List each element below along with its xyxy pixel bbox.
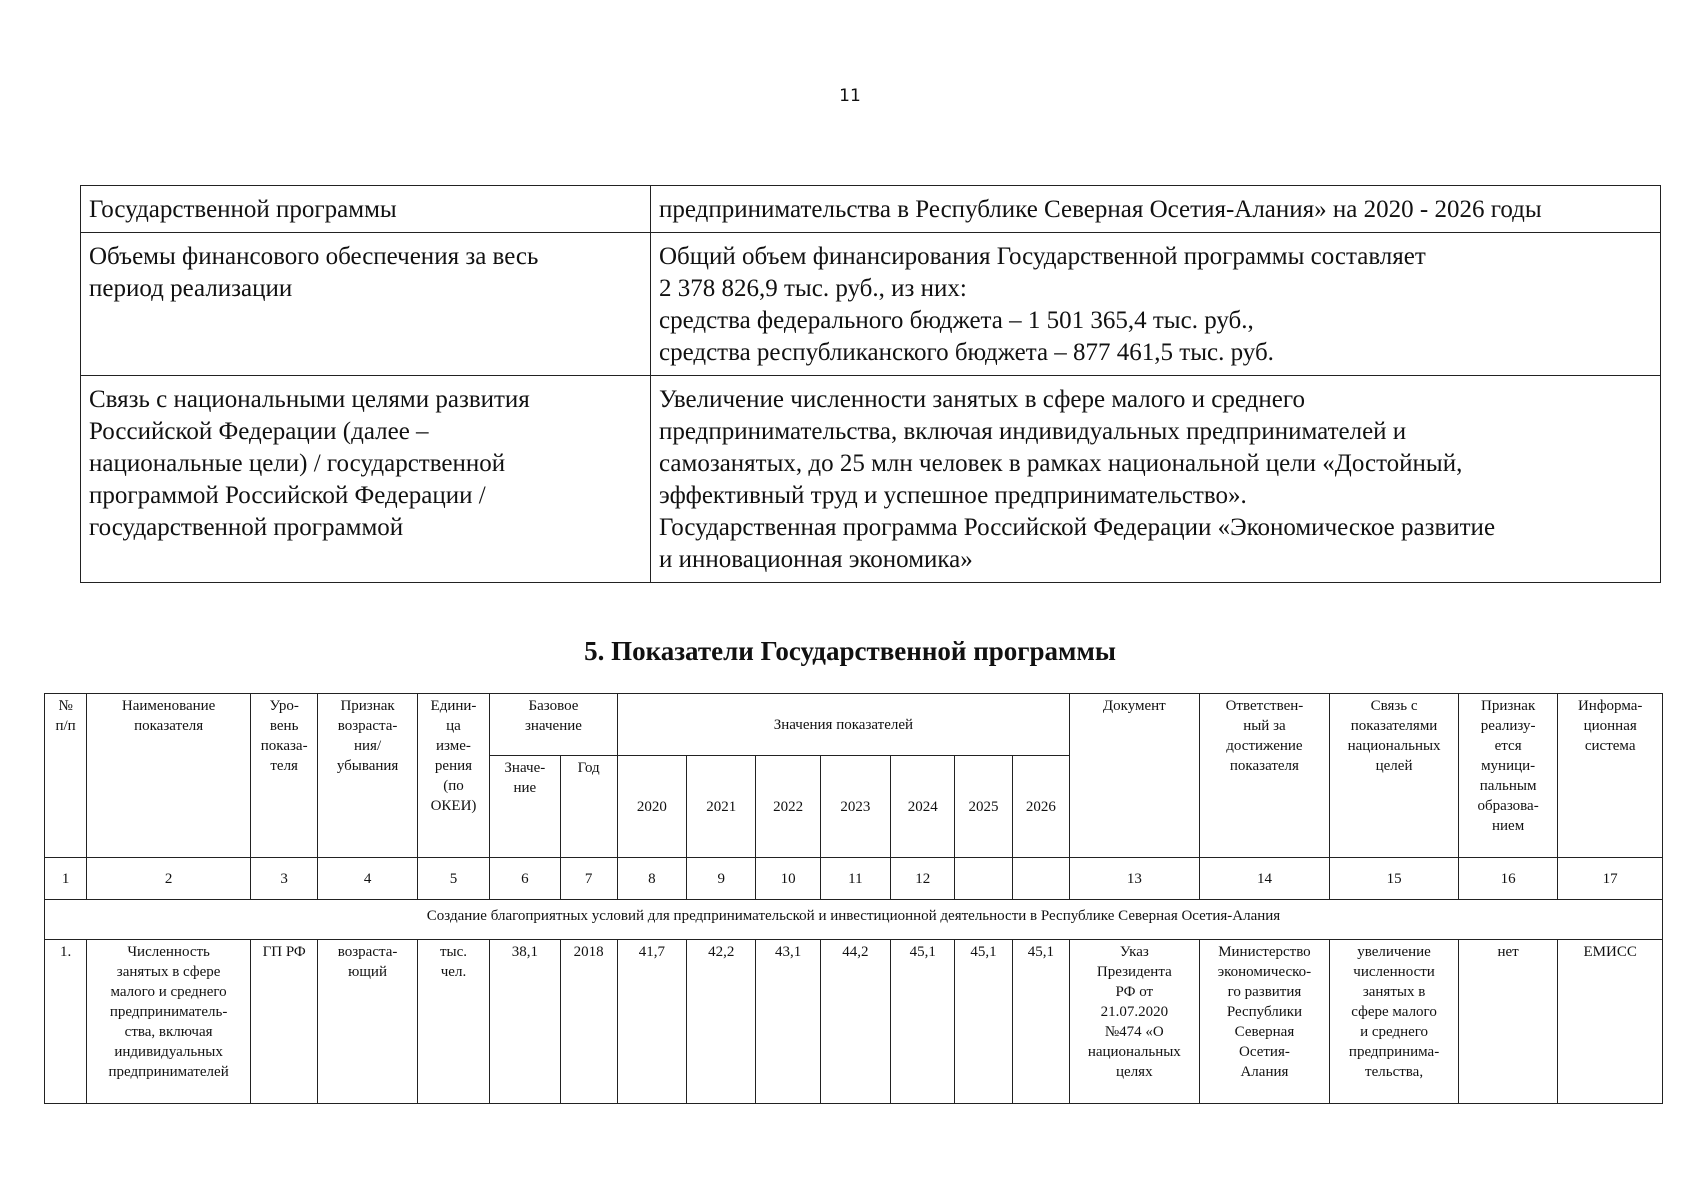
header-text: ния/ xyxy=(354,738,382,754)
cell-text: ющий xyxy=(348,964,387,980)
col-number: 16 xyxy=(1458,858,1557,900)
col-number: 7 xyxy=(560,858,617,900)
header-year: 2022 xyxy=(756,756,820,858)
header-text: Связь с xyxy=(1370,698,1418,714)
header-text: (по xyxy=(443,778,464,794)
header-year: 2024 xyxy=(891,756,955,858)
cell-text: РФ от xyxy=(1115,984,1154,1000)
passport-value xyxy=(651,233,1661,376)
header-year: 2025 xyxy=(955,756,1012,858)
row-value: 41,7 xyxy=(617,940,686,1104)
row-unit xyxy=(417,940,489,1104)
header-text: целей xyxy=(1375,758,1413,774)
row-base-year: 2018 xyxy=(560,940,617,1104)
header-trend xyxy=(318,694,417,858)
header-base-value xyxy=(490,756,560,858)
row-info: ЕМИСС xyxy=(1558,940,1663,1104)
text-line: государственной программой xyxy=(89,514,404,541)
cell-text: увеличение xyxy=(1357,944,1431,960)
header-text: ние xyxy=(513,780,537,796)
row-level: ГП РФ xyxy=(251,940,318,1104)
col-number: 4 xyxy=(318,858,417,900)
cell-text: экономическо- xyxy=(1217,964,1312,980)
header-text: показателя xyxy=(1229,758,1299,774)
col-number: 17 xyxy=(1558,858,1663,900)
table-row xyxy=(45,940,1663,1104)
header-text: Ответствен- xyxy=(1225,698,1304,714)
text-line: 2 378 826,9 тыс. руб., из них: xyxy=(659,275,967,302)
header-text: ный за xyxy=(1243,718,1286,734)
header-text: показателя xyxy=(134,718,204,734)
group-row xyxy=(45,900,1663,940)
col-number: 6 xyxy=(490,858,560,900)
text-line: Российской Федерации (далее – xyxy=(89,418,429,445)
row-municipal: нет xyxy=(1458,940,1557,1104)
col-number: 1 xyxy=(45,858,87,900)
column-numbers-row xyxy=(45,858,1663,900)
header-text: достижение xyxy=(1226,738,1303,754)
passport-value xyxy=(651,376,1661,583)
row-value: 45,1 xyxy=(955,940,1012,1104)
header-text: национальных xyxy=(1347,738,1441,754)
text-line: программой Российской Федерации / xyxy=(89,482,486,509)
text-line: эффективный труд и успешное предпринимательство». xyxy=(659,482,1247,509)
header-text: Едини- xyxy=(430,698,477,714)
header-text: Признак xyxy=(1480,698,1536,714)
text-line: Государственная программа Российской Федерации «Экономическое развитие xyxy=(659,514,1496,541)
text-line: Государственной программы xyxy=(89,196,397,223)
col-number: 9 xyxy=(687,858,756,900)
text-line: Общий объем финансирования Государственной программы составляет xyxy=(659,243,1426,270)
header-text: система xyxy=(1584,738,1636,754)
cell-text: чел. xyxy=(440,964,467,980)
cell-text: №474 «О xyxy=(1104,1024,1164,1040)
header-text: показателями xyxy=(1350,718,1438,734)
col-number xyxy=(1012,858,1069,900)
passport-row xyxy=(81,233,1661,376)
header-text: Значе- xyxy=(504,760,546,776)
cell-text: индивидуальных xyxy=(114,1044,223,1060)
row-document xyxy=(1070,940,1200,1104)
section-title: 5. Показатели Государственной программы xyxy=(584,636,1116,666)
header-text: муници- xyxy=(1481,758,1536,774)
passport-row xyxy=(81,376,1661,583)
text-line: средства республиканского бюджета – 877 461,5 тыс. руб. xyxy=(659,339,1274,366)
cell-text: численности xyxy=(1353,964,1435,980)
row-responsible xyxy=(1199,940,1330,1104)
header-text: рения xyxy=(434,758,473,774)
cell-text: ства, включая xyxy=(124,1024,213,1040)
header-text: № xyxy=(58,698,73,714)
header-base xyxy=(490,694,618,756)
header-text: ется xyxy=(1494,738,1522,754)
header-link xyxy=(1330,694,1459,858)
header-text: реализу- xyxy=(1480,718,1536,734)
cell-text: национальных xyxy=(1087,1044,1181,1060)
header-values: Значения показателей xyxy=(617,694,1069,756)
col-number: 14 xyxy=(1199,858,1330,900)
passport-table xyxy=(80,185,1661,583)
header-text: ца xyxy=(446,718,461,734)
text-line: Объемы финансового обеспечения за весь xyxy=(89,243,539,270)
header-year: 2021 xyxy=(687,756,756,858)
cell-text: 21.07.2020 xyxy=(1100,1004,1169,1020)
header-text: значение xyxy=(524,718,582,734)
col-number: 5 xyxy=(417,858,489,900)
header-name xyxy=(87,694,251,858)
cell-text: и среднего xyxy=(1360,1024,1429,1040)
cell-text: предпринима- xyxy=(1348,1044,1440,1060)
header-level xyxy=(251,694,318,858)
cell-text: возраста- xyxy=(337,944,398,960)
text-line: Увеличение численности занятых в сфере малого и среднего xyxy=(659,386,1305,413)
header-text: Наименование xyxy=(121,698,216,714)
cell-text: Северная xyxy=(1234,1024,1295,1040)
header-text: возраста- xyxy=(337,718,398,734)
header-num xyxy=(45,694,87,858)
text-line: период реализации xyxy=(89,275,293,302)
cell-text: Республики xyxy=(1226,1004,1303,1020)
col-number: 10 xyxy=(756,858,820,900)
col-number: 2 xyxy=(87,858,251,900)
row-link xyxy=(1330,940,1459,1104)
header-unit xyxy=(417,694,489,858)
header-text: Базовое xyxy=(528,698,579,714)
cell-text: Министерство xyxy=(1218,944,1311,960)
col-number: 13 xyxy=(1070,858,1200,900)
header-text: Уро- xyxy=(269,698,299,714)
text-line: предпринимательства в Республике Северная Осетия-Алания» на 2020 - 2026 годы xyxy=(659,196,1542,223)
text-line: Связь с национальными целями развития xyxy=(89,386,530,413)
cell-text: го развития xyxy=(1227,984,1302,1000)
header-text: теля xyxy=(270,758,298,774)
col-number: 15 xyxy=(1330,858,1459,900)
cell-text: Алания xyxy=(1240,1064,1289,1080)
row-name xyxy=(87,940,251,1104)
header-document: Документ xyxy=(1070,694,1200,858)
cell-text: малого и среднего xyxy=(110,984,227,1000)
passport-label xyxy=(81,233,651,376)
cell-text: тельства, xyxy=(1365,1064,1424,1080)
header-row xyxy=(45,694,1663,756)
header-text: убывания xyxy=(336,758,399,774)
header-municipal xyxy=(1458,694,1557,858)
col-number: 3 xyxy=(251,858,318,900)
row-base-value: 38,1 xyxy=(490,940,560,1104)
indicators-table xyxy=(44,693,1663,1104)
row-num: 1. xyxy=(45,940,87,1104)
text-line: национальные цели) / государственной xyxy=(89,450,506,477)
cell-text: предприниматель- xyxy=(109,1004,228,1020)
page-number: 11 xyxy=(839,86,861,106)
header-base-year: Год xyxy=(560,756,617,858)
header-text: показа- xyxy=(260,738,308,754)
header-text: образова- xyxy=(1477,798,1539,814)
header-info xyxy=(1558,694,1663,858)
cell-text: Численность xyxy=(127,944,210,960)
cell-text: Президента xyxy=(1096,964,1172,980)
row-value: 44,2 xyxy=(820,940,890,1104)
passport-row xyxy=(81,186,1661,233)
header-text: п/п xyxy=(55,718,76,734)
row-value: 45,1 xyxy=(891,940,955,1104)
row-value: 45,1 xyxy=(1012,940,1069,1104)
col-number: 8 xyxy=(617,858,686,900)
cell-text: Осетия- xyxy=(1239,1044,1290,1060)
passport-label xyxy=(81,186,651,233)
text-line: и инновационная экономика» xyxy=(659,546,973,573)
header-year: 2020 xyxy=(617,756,686,858)
cell-text: занятых в xyxy=(1362,984,1426,1000)
header-text: Информа- xyxy=(1577,698,1643,714)
header-year: 2026 xyxy=(1012,756,1069,858)
row-value: 42,2 xyxy=(687,940,756,1104)
header-year: 2023 xyxy=(820,756,890,858)
text-line: предпринимательства, включая индивидуальных предпринимателей и xyxy=(659,418,1407,445)
row-value: 43,1 xyxy=(756,940,820,1104)
header-text: ционная xyxy=(1583,718,1637,734)
cell-text: целях xyxy=(1116,1064,1153,1080)
col-number: 11 xyxy=(820,858,890,900)
text-line: средства федерального бюджета – 1 501 365,4 тыс. руб., xyxy=(659,307,1254,334)
cell-text: тыс. xyxy=(439,944,467,960)
header-text: пальным xyxy=(1479,778,1537,794)
row-trend xyxy=(318,940,417,1104)
cell-text: занятых в сфере xyxy=(116,964,221,980)
cell-text: предпринимателей xyxy=(108,1064,229,1080)
col-number: 12 xyxy=(891,858,955,900)
passport-value xyxy=(651,186,1661,233)
header-text: нием xyxy=(1492,818,1525,834)
header-text: изме- xyxy=(436,738,471,754)
header-text: вень xyxy=(269,718,299,734)
header-text: ОКЕИ) xyxy=(430,798,477,814)
header-text: Признак xyxy=(340,698,395,714)
header-responsible xyxy=(1199,694,1330,858)
cell-text: сфере малого xyxy=(1351,1004,1437,1020)
col-number xyxy=(955,858,1012,900)
passport-label xyxy=(81,376,651,583)
group-title: Создание благоприятных условий для предпринимательской и инвестиционной деятельности в Республике Северная Осетия-Алания xyxy=(45,900,1663,940)
cell-text: Указ xyxy=(1119,944,1149,960)
text-line: самозанятых, до 25 млн человек в рамках национальной цели «Достойный, xyxy=(659,450,1463,477)
